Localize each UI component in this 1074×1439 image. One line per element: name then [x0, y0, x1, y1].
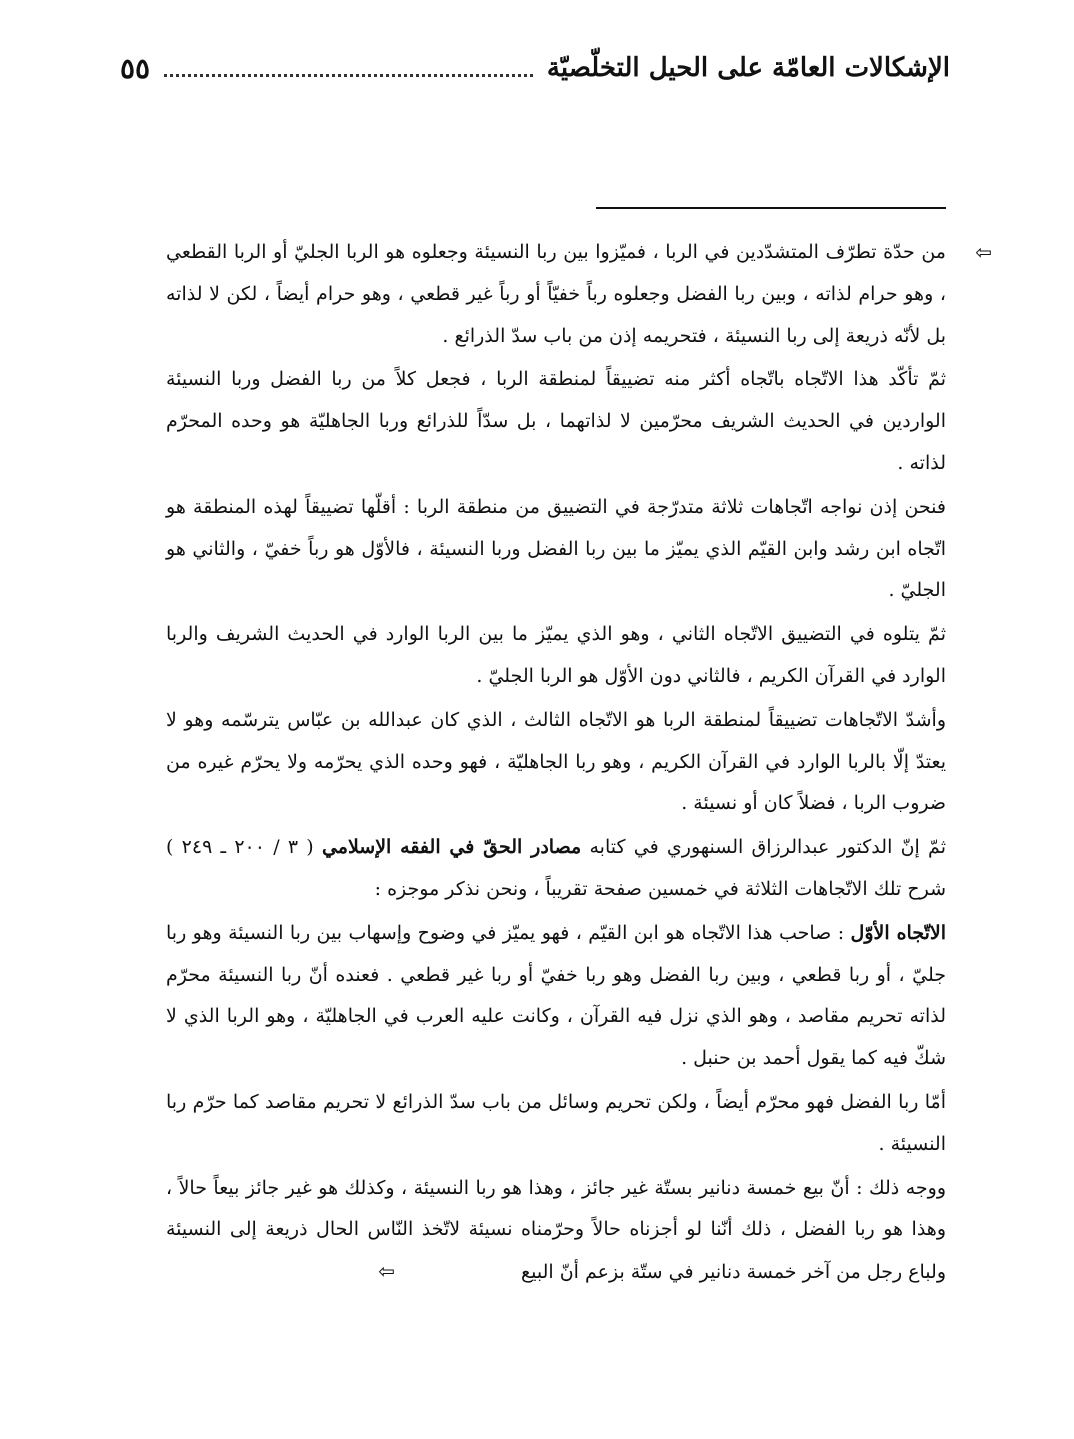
paragraph-text: ثمّ تأكّد هذا الاتّجاه باتّجاه أكثر منه تضييقاً لمنطقة الربا ، فجعل كلاً من ربا الفضل وربا النسيئة الواردين في الحديث الشريف محرّمين لا لذاتهما ، بل سدّاً للذرائع وربا الجاهليّة هو وحده المحرّم لذاته .	[166, 368, 946, 474]
paragraph-text: فنحن إذن نواجه اتّجاهات ثلاثة متدرّجة في التضييق من منطقة الربا : أقلّها تضييقاً لهذه المنطقة هو اتّجاه ابن رشد وابن القيّم الذي يميّز ما بين ربا الفضل وربا النسيئة ، فالأوّل هو رباً خفيّ ، والثاني هو الجليّ .	[166, 495, 946, 602]
footnote-separator	[596, 207, 946, 209]
paragraph-text: أمّا ربا الفضل فهو محرّم أيضاً ، ولكن تحريم وسائل من باب سدّ الذرائع لا تحريم مقاصد كما حرّم ربا النسيئة .	[166, 1090, 946, 1155]
paragraph-text: : صاحب هذا الاتّجاه هو ابن القيّم ، فهو يميّز في وضوح وإسهاب بين ربا النسيئة وهو ربا جليّ ، أو ربا قطعي ، وبين ربا الفضل وهو ربا خفيّ أو ربا غير قطعي . فعنده أنّ ربا النسيئة محرّم لذاته تحريم مقاصد ، وهو الذي نزل فيه القرآن ، وكانت عليه العرب في الجاهليّة ، وهو الربا الذي لا شكّ فيه كما يقول أحمد بن حنبل .	[166, 921, 946, 1070]
paragraph-text: ( ٣ / ٢٠٠ ـ ٢٤٩ ) شرح تلك الاتّجاهات الثلاثة في خمسين صفحة تقريباً ، ونحن نذكر موجزه :	[166, 836, 946, 900]
running-header	[120, 38, 950, 98]
continuation-arrow-icon: ⇦	[975, 240, 992, 264]
footnote-paragraph	[166, 614, 946, 698]
paragraph-text: ثمّ يتلوه في التضييق الاتّجاه الثاني ، وهو الذي يميّز ما بين الربا الوارد في الحديث الشريف والربا الوارد في القرآن الكريم ، فالثاني دون الأوّل هو الربا الجليّ .	[166, 623, 946, 687]
paragraph-text: ووجه ذلك : أنّ بيع خمسة دنانير بستّة غير جائز ، وهذا هو ربا النسيئة ، وكذلك هو غير جائز بيعاً حالاً ، وهذا هو ربا الفضل ، ذلك أنّنا لو أجزناه حالاً وحرّمناه نسيئة لاتّخذ النّاس الحال ذريعة إلى النسيئة ولباع رجل من آخر خمسة دنانير في ستّة بزعم أنّ البيع	[166, 1176, 946, 1284]
first-trend-label: الاتّجاه الأوّل	[850, 921, 947, 944]
paragraph-text: ثمّ إنّ الدكتور عبدالرزاق السنهوري في كتابه	[581, 836, 946, 859]
page-number: ٥٥	[120, 51, 151, 85]
footnote-paragraph	[166, 232, 992, 357]
footnote-paragraph	[166, 1168, 946, 1294]
header-dot-leader	[164, 72, 533, 77]
footnote-paragraph	[166, 359, 946, 484]
sanhuri-paragraph	[166, 827, 946, 911]
footnote-paragraph	[166, 1082, 946, 1166]
footnote-paragraph	[166, 700, 946, 825]
book-title: مصادر الحقّ في الفقه الإسلامي	[321, 836, 582, 859]
paragraph-text: وأشدّ الاتّجاهات تضييقاً لمنطقة الربا هو الاتّجاه الثالث ، الذي كان عبدالله بن عبّاس يترسّمه وهو لا يعتدّ إلّا بالربا الوارد في القرآن الكريم ، وهو ربا الجاهليّة ، فهو وحده الذي يحرّمه ولا يحرّم غيره من ضروب الربا ، فضلاً كان أو نسيئة .	[166, 708, 946, 815]
header-title: الإشكالات العامّة على الحيل التخلّصيّة	[546, 53, 950, 83]
footnote-body	[166, 232, 992, 1294]
first-trend-paragraph	[166, 913, 946, 1080]
next-page-arrow-icon: ⇦	[378, 1259, 395, 1284]
footnote-paragraph	[166, 487, 946, 612]
paragraph-text: من حدّة تطرّف المتشدّدين في الربا ، فميّزوا بين ربا النسيئة وجعلوه هو الربا الجليّ أو الربا القطعي ، وهو حرام لذاته ، وبين ربا الفضل وجعلوه رباً خفيّاً أو رباً غير قطعي ، وهو حرام أيضاً ، لكن لا لذاته بل لأنّه ذريعة إلى ربا النسيئة ، فتحريمه إذن من باب سدّ الذرائع .	[166, 241, 946, 347]
